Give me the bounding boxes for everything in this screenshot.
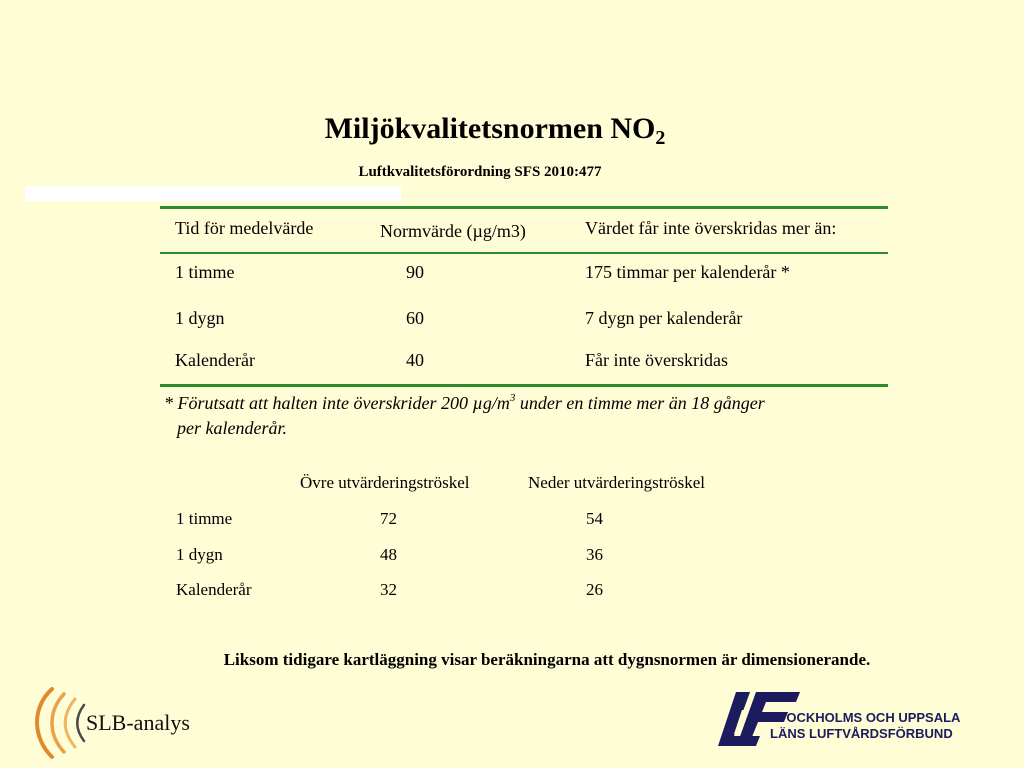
norm-header-value: Normvärde (µg/m3) — [380, 221, 526, 241]
norm-row-1-time: 1 timme — [175, 262, 235, 282]
table-rule-bottom — [160, 384, 888, 387]
norm-header-time: Tid för medelvärde — [175, 218, 314, 238]
norm-row-1-limit: 175 timmar per kalenderår * — [585, 262, 790, 282]
footnote-text-b: under en timme mer än 18 gånger — [515, 393, 765, 413]
norm-row-1-value: 90 — [406, 262, 424, 282]
footnote-superscript: 3 — [509, 392, 516, 404]
table-rule-header — [160, 252, 888, 254]
threshold-header-upper: Övre utvärderingströskel — [300, 473, 470, 492]
threshold-row-1-lower: 54 — [586, 509, 603, 528]
threshold-row-2-time: 1 dygn — [176, 545, 223, 564]
footnote-line-2: per kalenderår. — [177, 418, 287, 438]
lvf-logo-line-1: STOCKHOLMS OCH UPPSALA — [770, 710, 961, 725]
norm-row-2-time: 1 dygn — [175, 308, 225, 328]
title-subscript: 2 — [655, 127, 666, 149]
norm-row-3-limit: Får inte överskridas — [585, 350, 728, 370]
threshold-row-3-time: Kalenderår — [176, 580, 252, 599]
slb-analys-logo-text: SLB-analys — [86, 710, 190, 735]
lvf-logo-text — [770, 710, 960, 742]
title-main: Miljökvalitetsnormen NO — [324, 112, 656, 145]
threshold-row-2-lower: 36 — [586, 545, 603, 564]
threshold-row-1-time: 1 timme — [176, 509, 233, 528]
threshold-header-lower: Neder utvärderingströskel — [528, 473, 706, 492]
threshold-row-3-upper: 32 — [380, 580, 397, 599]
lvf-logo-line-2: LÄNS LUFTVÅRDSFÖRBUND — [770, 726, 953, 741]
table-rule-top — [160, 206, 888, 209]
threshold-row-3-lower: 26 — [586, 580, 603, 599]
norm-row-2-limit: 7 dygn per kalenderår — [585, 308, 743, 328]
threshold-row-1-upper: 72 — [380, 509, 397, 528]
conclusion-text: Liksom tidigare kartläggning visar beräkningarna att dygnsnormen är dimensionerande. — [223, 650, 871, 669]
footnote-text-a: * Förutsatt att halten inte överskrider 200 µg/m — [164, 393, 510, 413]
page-title — [0, 112, 990, 150]
decorative-bar — [25, 186, 401, 201]
footnote-line-1 — [164, 392, 765, 414]
norm-row-2-value: 60 — [406, 308, 424, 328]
norm-header-limit: Värdet får inte överskridas mer än: — [585, 218, 837, 238]
norm-row-3-time: Kalenderår — [175, 350, 255, 370]
norm-row-3-value: 40 — [406, 350, 424, 370]
threshold-row-2-upper: 48 — [380, 545, 397, 564]
page-subtitle: Luftkvalitetsförordning SFS 2010:477 — [358, 164, 602, 180]
